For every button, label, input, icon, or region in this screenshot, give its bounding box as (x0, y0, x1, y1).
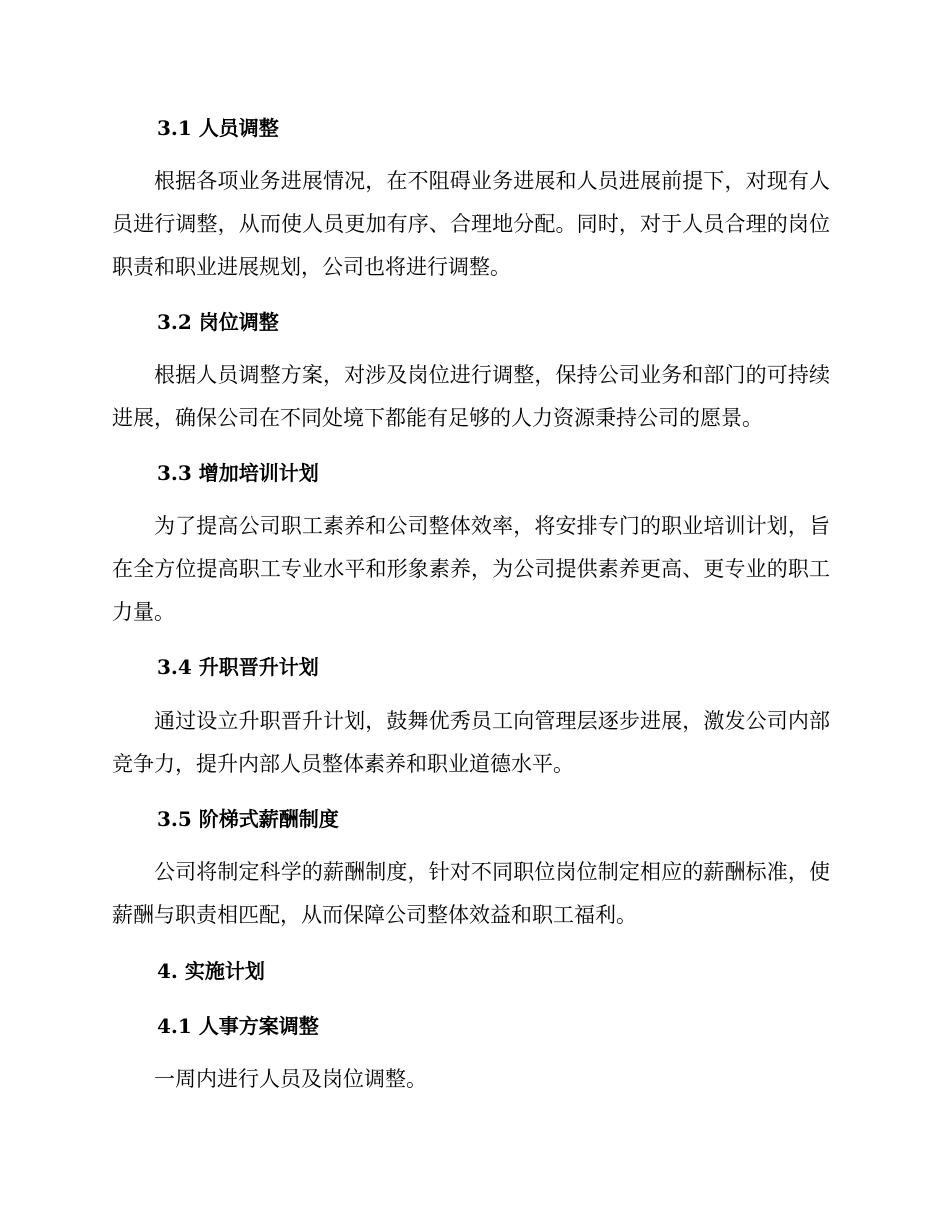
section-heading-3-3: 3.3 增加培训计划 (157, 461, 319, 485)
section-heading-4: 4. 实施计划 (157, 959, 265, 983)
section-body-4-1: 一周内进行人员及岗位调整。 (154, 1067, 427, 1091)
section-body-3-3: 为了提高公司职工素养和公司整体效率，将安排专门的职业培训计划，旨在全方位提高职工专业水平和形象素养，为公司提供素养更高、更专业的职工力量。 (112, 514, 830, 624)
section-body-3-5: 公司将制定科学的薪酬制度，针对不同职位岗位制定相应的薪酬标准，使薪酬与职责相匹配，从而保障公司整体效益和职工福利。 (112, 860, 830, 927)
section-heading-3-1: 3.1 人员调整 (157, 116, 279, 140)
section-body-3-4: 通过设立升职晋升计划，鼓舞优秀员工向管理层逐步进展，激发公司内部竞争力，提升内部人员整体素养和职业道德水平。 (112, 709, 830, 776)
section-heading-4-1: 4.1 人事方案调整 (157, 1014, 319, 1038)
section-body-3-2: 根据人员调整方案，对涉及岗位进行调整，保持公司业务和部门的可持续进展，确保公司在不同处境下都能有足够的人力资源秉持公司的愿景。 (112, 363, 830, 430)
section-body-3-1: 根据各项业务进展情况，在不阻碍业务进展和人员进展前提下，对现有人员进行调整，从而使人员更加有序、合理地分配。同时，对于人员合理的岗位职责和职业进展规划，公司也将进行调整。 (112, 169, 830, 279)
section-heading-3-5: 3.5 阶梯式薪酬制度 (157, 807, 339, 831)
section-heading-3-4: 3.4 升职晋升计划 (157, 655, 319, 679)
section-heading-3-2: 3.2 岗位调整 (157, 310, 279, 334)
